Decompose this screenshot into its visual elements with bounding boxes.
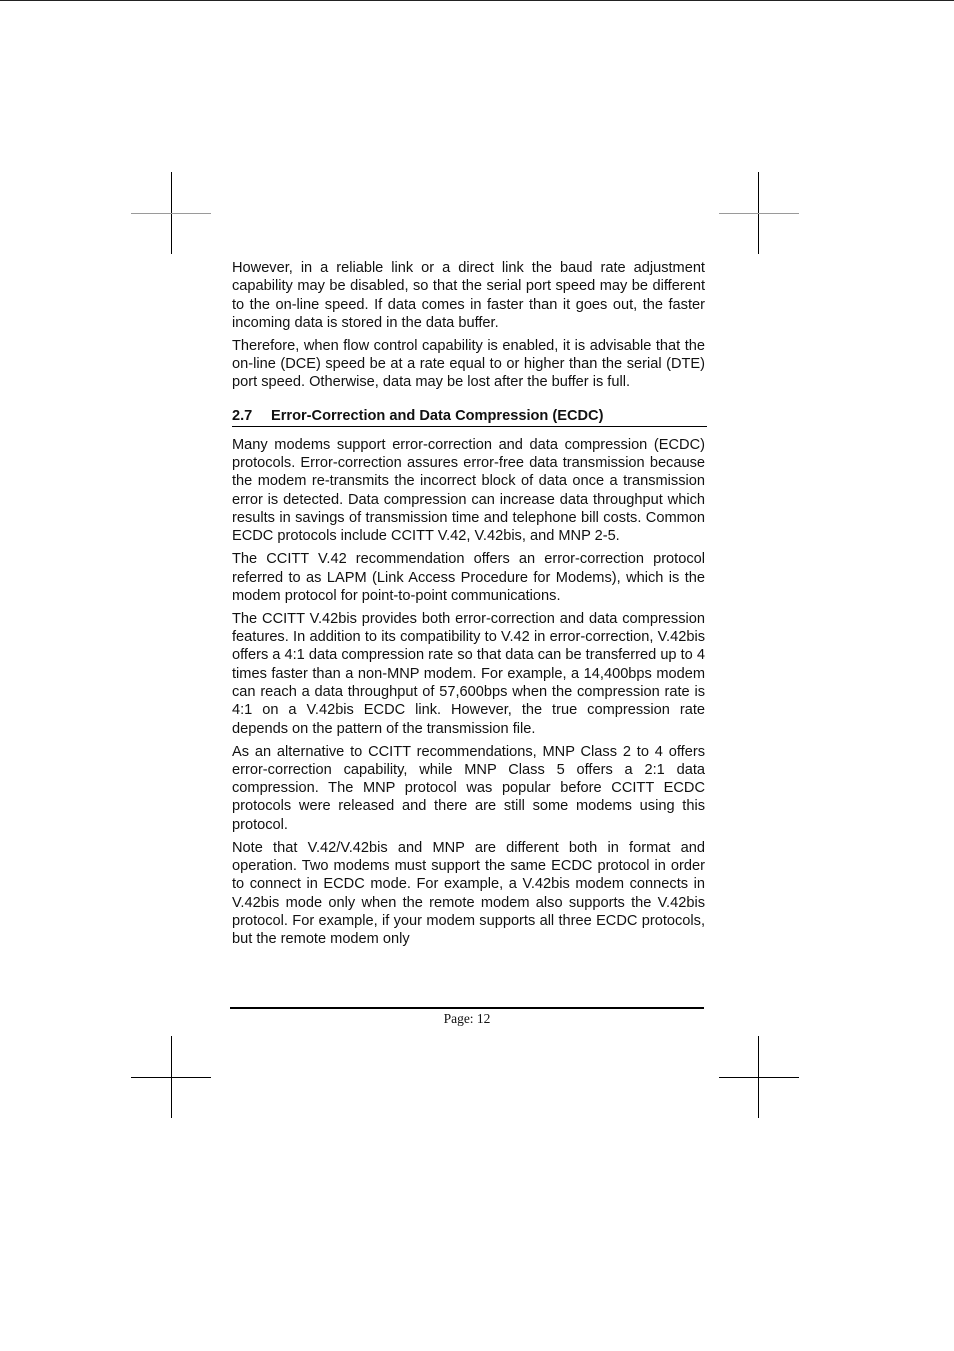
- paragraph-baud-rate: However, in a reliable link or a direct link the baud rate adjustment capability may be disabled, so that the serial port speed may be different to the on-line speed. If data comes in faster than it goes out, the faster incoming data is stored in the data buffer.: [232, 260, 705, 331]
- section-title: Error-Correction and Data Compression (ECDC): [271, 407, 604, 424]
- paragraph-v42: The CCITT V.42 recommendation offers an error-correction protocol referred to as LAPM (Link Access Procedure for Modems), which is the modem protocol for point-to-point communications.: [232, 551, 705, 604]
- section-heading: [232, 407, 707, 427]
- crop-mark-bottom-right-horizontal: [719, 1077, 799, 1078]
- paragraph-flow-control: Therefore, when flow control capability is enabled, it is advisable that the on-line (DCE) speed be at a rate equal to or higher than the serial (DTE) port speed. Otherwise, data may be lost after the buffer is full.: [232, 337, 705, 391]
- crop-mark-top-right-horizontal: [719, 213, 799, 214]
- page-body: [232, 259, 705, 953]
- section-number: 2.7: [232, 407, 253, 424]
- paragraph-mnp: As an alternative to CCITT recommendations, MNP Class 2 to 4 offers error-correction capability, while MNP Class 5 offers a 2:1 data compression. The MNP protocol was popular before CCITT ECDC protocols were released and there are still some modems using this protocol.: [232, 743, 705, 833]
- crop-mark-bottom-left-horizontal: [131, 1077, 211, 1078]
- crop-mark-top-left-horizontal: [131, 213, 211, 214]
- page-number: Page: 12: [443, 1011, 491, 1026]
- paragraph-v42bis: The CCITT V.42bis provides both error-correction and data compression features. In addition to its compatibility to V.42 in error-correction, V.42bis offers a 4:1 data compression rate so that data can be transferred up to 4 times faster than a non-MNP modem. For example, a 14,400bps modem can reach a data throughput of 57,600bps when the compression rate is 4:1 on a V.42bis ECDC link. However, the true compression rate depends on the pattern of the transmission file.: [232, 610, 705, 737]
- paragraph-note: Note that V.42/V.42bis and MNP are different both in format and operation. Two modems must support the same ECDC protocol in order to connect in ECDC mode. For example, a V.42bis modem connects in V.42bis mode only when the remote modem also supports the V.42bis protocol. For example, if your modem supports all three ECDC protocols, but the remote modem only: [232, 839, 705, 948]
- page-top-border: [0, 0, 954, 1]
- footer-rule: [230, 1007, 704, 1009]
- paragraph-ecdc-intro: Many modems support error-correction and data compression (ECDC) protocols. Error-correction assures error-free data transmission because the modem re-transmits the incorrect block of data once a transmission error is detected. Data compression can increase data throughput which results in savings of transmission time and telephone bill costs. Common ECDC protocols include CCITT V.42, V.42bis, and MNP 2-5.: [232, 436, 705, 545]
